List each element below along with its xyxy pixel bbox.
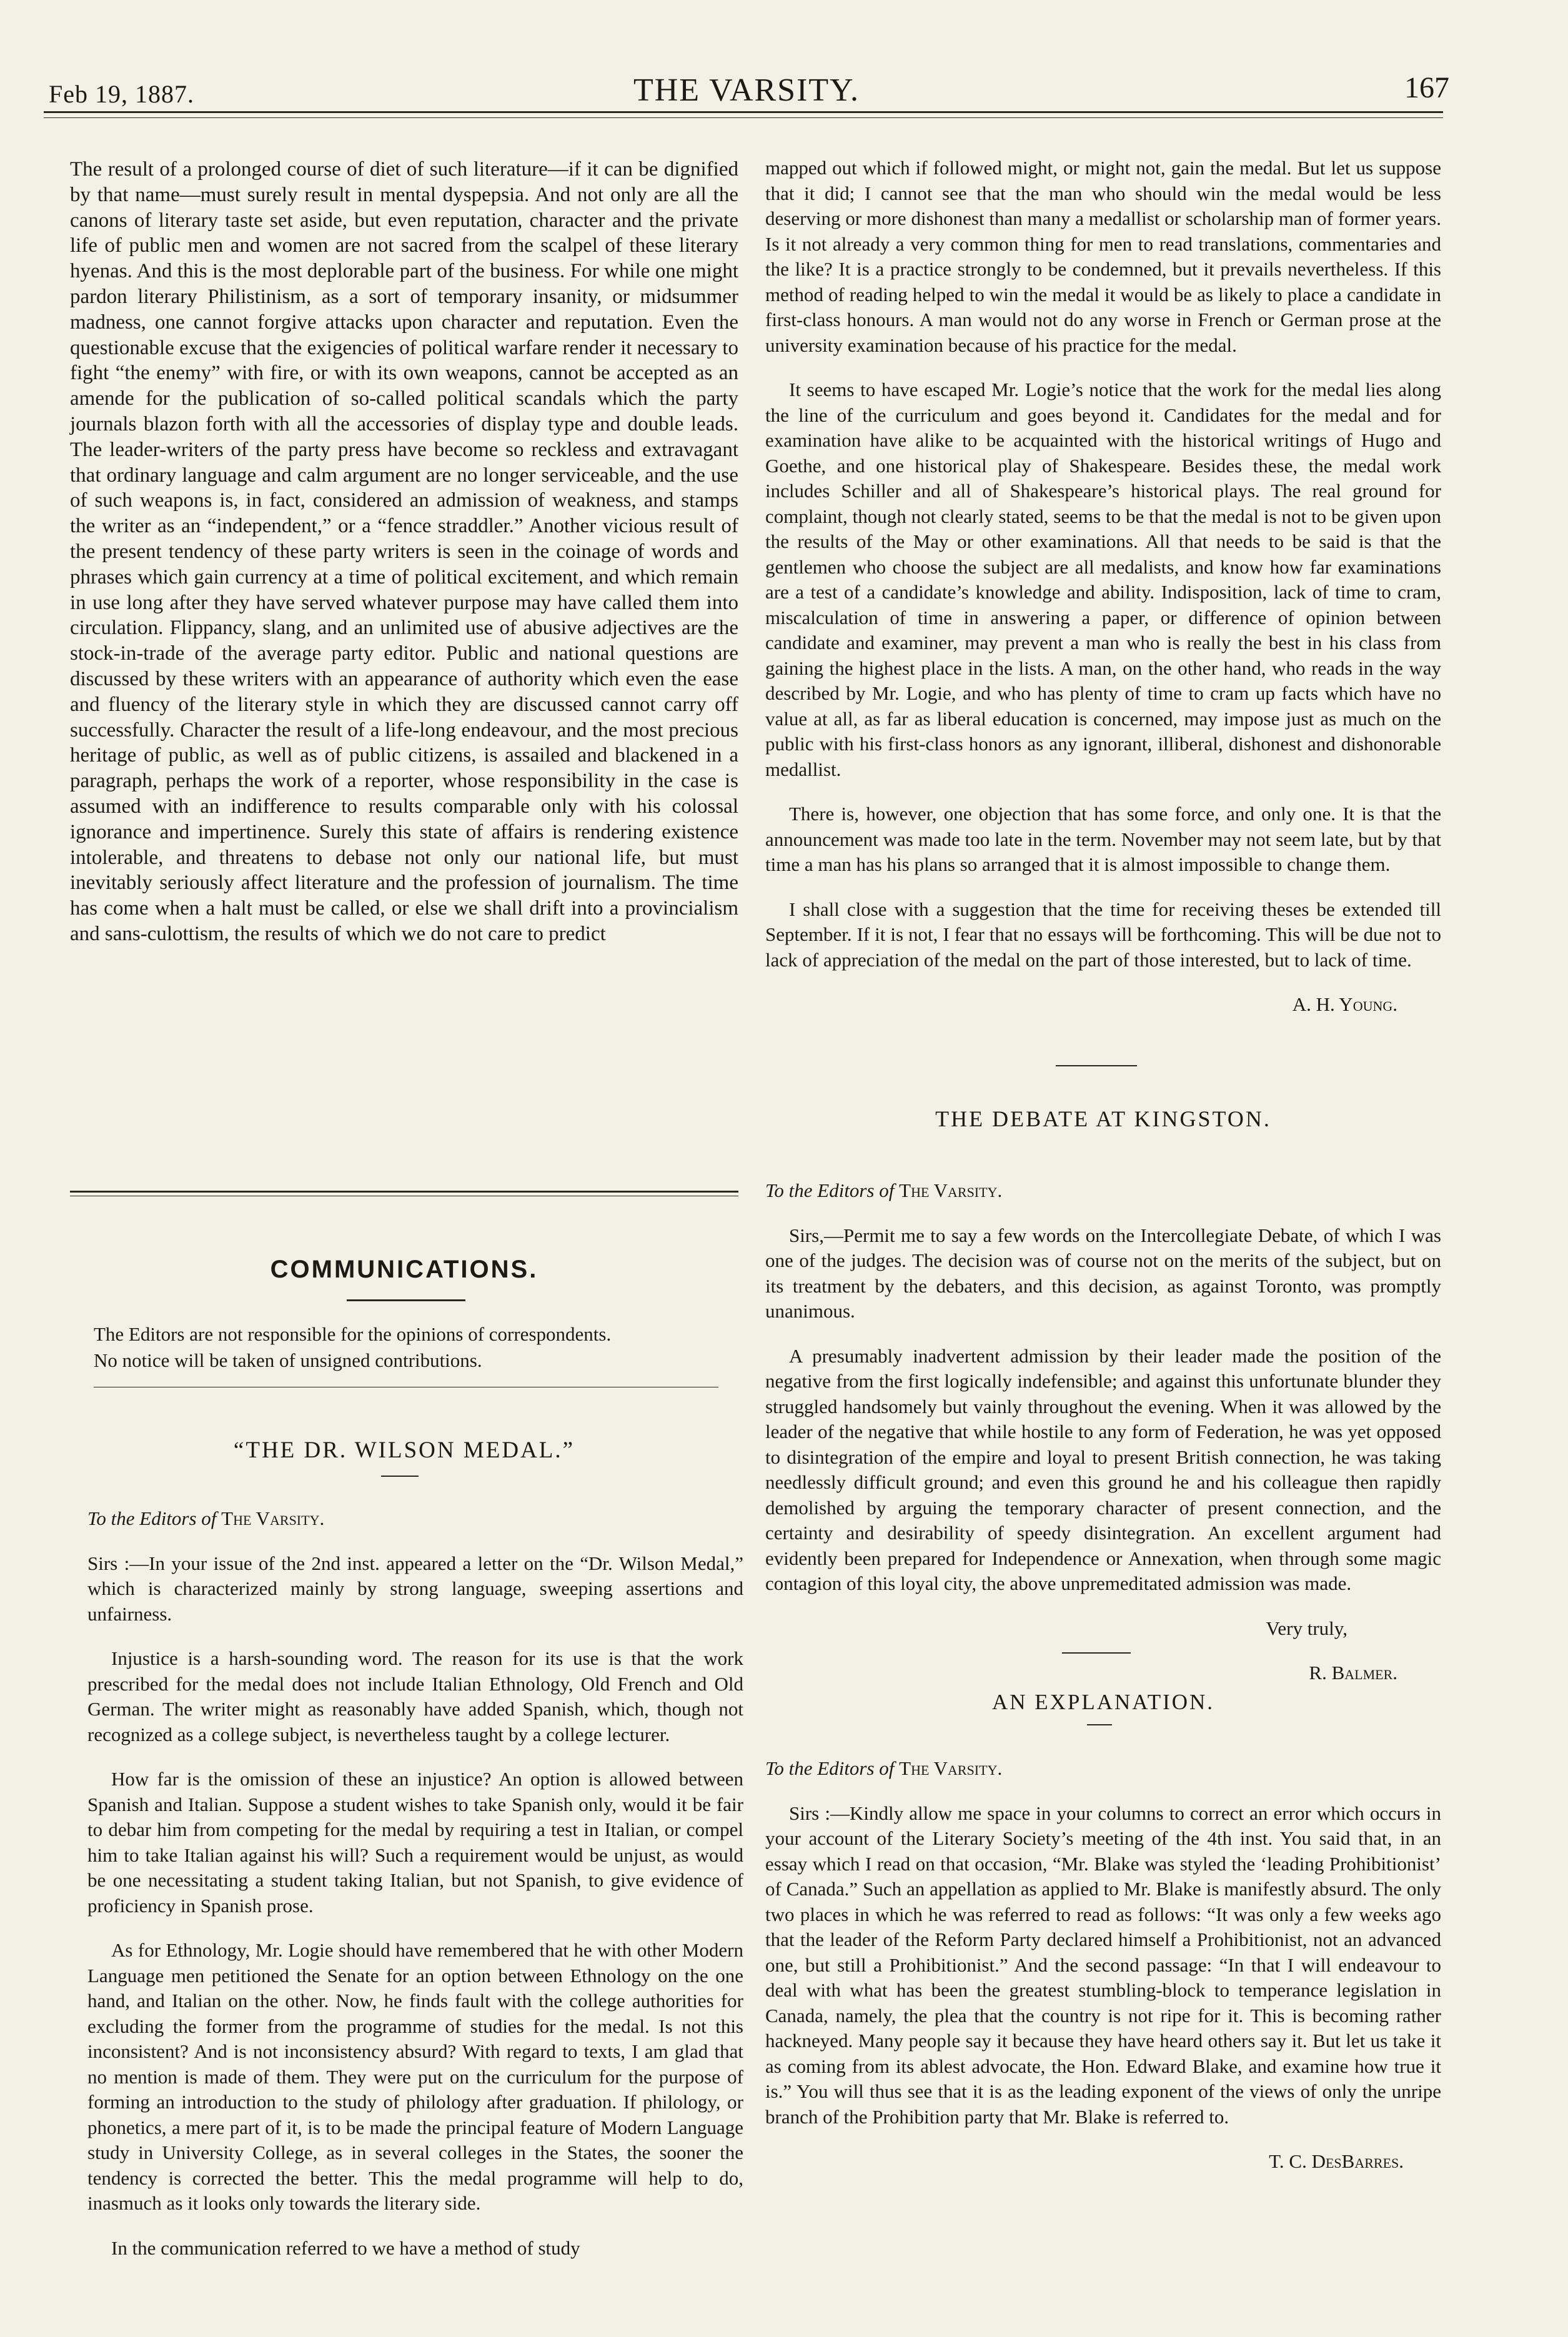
notice-line: No notice will be taken of unsigned contributions. — [94, 1349, 482, 1371]
letter-paragraph: A presumably inadvertent admission by their leader made the position of the negative from the first logically indefensible; and against this unfortunate blunder they struggled handsomely but vainly throughout the evening. When it was allowed by the leader of the negative that while hostile to any form of Federation, he was yet opposed to disintegration of the empire and loyal to present British connection, he was taking needlessly difficult ground; and even this ground he and his colleague then rapidly demolished by arguing the temporary character of present connection, and the certainty and desirability of speedy disintegration. An excellent argument had evidently been prepared for Independence or Annexation, when through some magic contagion of this loyal city, the above unpremeditated admission was made. — [765, 1344, 1441, 1594]
section-divider — [70, 1191, 738, 1193]
article-divider — [1056, 1065, 1137, 1066]
letter-paragraph: Sirs :—In your issue of the 2nd inst. appeared a letter on the “Dr. Wilson Medal,” which is characterized mainly by strong language, sweeping assertions and unfairness. — [87, 1552, 743, 1625]
page-header — [44, 66, 1449, 122]
salutation-text: To the Editors of — [765, 1757, 895, 1779]
letter-paragraph: How far is the omission of these an injustice? An option is allowed between Spanish and Italian. Suppose a student wishes to take Spanish only, would it be fair to debar him from competing for the medal by requiring a test in Italian, or compel him to take Italian against his will? Such a requirement would be unjust, as would be one necessitating a student taking Italian, but not Spanish, to give evidence of proficiency in Spanish prose. — [87, 1768, 743, 1917]
page-number: 167 — [1404, 71, 1449, 104]
letter-paragraph: I shall close with a suggestion that the time for receiving theses be extended till September. If it is not, I fear that no essays will be forthcoming. This will be due not to lack of appreciation of the medal on the part of those interested, but to lack of time. — [765, 898, 1441, 971]
explanation-heading: AN EXPLANATION. — [991, 1690, 1215, 1714]
editors-notice — [94, 1321, 718, 1374]
letter-paragraph: It seems to have escaped Mr. Logie’s notice that the work for the medal lies along the line of the curriculum and goes beyond it. Candidates for the medal and for examination have alike to be acquainted with the historical writings of Hugo and Goethe, and one historical play of Shakespeare. Besides these, the medal work includes Schiller and all of Shakespeare’s historical plays. The real ground for complaint, though not clearly stated, seems to be that the medal is not to be given upon the results of the May or other examinations. All that needs to be said is that the gentlemen who choose the subject are all medalists, and know how far examinations are a test of a candidate’s knowledge and ability. Indisposition, lack of time to cram, miscalculation of time in answering a paper, or difference of opinion between candidate and examiner, may prevent a man who is really the best in his class from gaining the highest place in the lists. A man, on the other hand, who reads in the way described by Mr. Logie, and who has plenty of time to cram up facts which have no value at all, as far as liberal education is concerned, may impose just as much on the public with his first-class honors as any ignorant, illiberal, dishonest and dishonorable medallist. — [765, 379, 1441, 780]
letter-salutation — [765, 1178, 1441, 1204]
explanation-letter — [765, 1737, 1441, 2194]
masthead-title: THE VARSITY. — [633, 72, 860, 108]
issue-date: Feb 19, 1887. — [49, 80, 194, 108]
article-paragraph: The result of a prolonged course of diet of such literature—if it can be dignified by that name—must surely result in mental dyspepsia. And not only are all the canons of literary taste set aside, but even reputation, character and the private life of public men and women are not sacred from the scalpel of these literary hyenas. And this is the most deplorable part of the business. For while one might pardon literary Philistinism, as a sort of temporary insanity, or midsummer madness, one cannot forgive attacks upon character and reputation. Even the questionable excuse that the exigencies of political warfare render it necessary to fight “the enemy” with fire, or with its own weapons, cannot be accepted as an amende for the publication of so-called political scandals which the party journals blazon forth with all the accessories of display type and double leads. The leader-writers of the party press have become so reckless and extravagant that ordinary language and calm argument are no longer serviceable, and the use of such weapons is, in fact, considered an admission of weakness, and stamps the writer as an “independent,” or a “fence straddler.” Another vicious result of the present tendency of these party writers is seen in the coinage of words and phrases which gain currency at a time of political excitement, and which remain in use long after they have served whatever purpose may have called them into circulation. Flippancy, slang, and an unlimited use of abusive adjectives are the stock-in-trade of the average party editor. Public and national questions are discussed by these writers with an appearance of authority which even the ease and fluency of the literary style in which they are discussed cannot carry off successfully. Character the result of a life-long endeavour, and the most precious heritage of public, as well as of public citizens, is assailed and blackened in a paragraph, perhaps the work of a reporter, whose responsibility in the case is assumed with an indifference to results comparable only with his colossal ignorance and impertinence. Surely this state of affairs is rendering existence intolerable, and threatens to debase not only our national life, but must inevitably seriously affect literature and the profession of journalism. The time has come when a halt must be called, or else we shall drift into a provincialism and sans-culottism, the results of which we do not care to predict — [70, 158, 738, 945]
notice-line: The Editors are not responsible for the opinions of correspondents. — [94, 1323, 612, 1345]
letter-paragraph: Injustice is a harsh-sounding word. The reason for its use is that the work prescribed for the medal does not include Italian Ethnology, Old French and Old German. The writer might as reasonably have added Spanish, which, though not recognized as a college subject, is nevertheless taught by a college lecturer. — [87, 1647, 743, 1745]
letter-closing: Very truly, — [1266, 1617, 1347, 1639]
letter-paragraph: In the communication referred to we have a method of study — [111, 2236, 580, 2259]
wilson-medal-heading: “THE DR. WILSON MEDAL.” — [233, 1437, 575, 1463]
debate-heading: THE DEBATE AT KINGSTON. — [935, 1106, 1271, 1131]
salutation-paper: The Varsity. — [221, 1507, 325, 1529]
heading-underline — [1087, 1724, 1112, 1725]
letter-salutation — [87, 1506, 743, 1532]
salutation-text: To the Editors of — [87, 1507, 217, 1529]
heading-underline — [381, 1476, 419, 1477]
letter-paragraph: Sirs,—Permit me to say a few words on the Intercollegiate Debate, of which I was one of the judges. The decision was of course not on the merits of the subject, but on its treatment by the debaters, and this decision, as against Toronto, was promptly unanimous. — [765, 1224, 1441, 1322]
salutation-paper: The Varsity. — [899, 1179, 1003, 1201]
signature-balmer: R. Balmer. — [1309, 1662, 1397, 1684]
letter-paragraph: As for Ethnology, Mr. Logie should have remembered that he with other Modern Language men petitioned the Senate for an option between Ethnology on the one hand, and Italian on the other. Now, he finds fault with the college authorities for excluding the former from the programme of studies for the medal. Is not this inconsistent? And is not inconsistency absurd? With regard to texts, I am glad that no mention is made of them. They were put on the curriculum for the purpose of forming an introduction to the study of philology after graduation. If philology, or phonetics, a mere part of it, is to be made the principal feature of Modern Language study in University College, as in several colleges in the States, the sooner the tendency is corrected the better. This the medal programme will help to do, inasmuch as it looks only towards the literary side. — [87, 1939, 743, 2214]
wilson-medal-letter — [87, 1487, 743, 2280]
letter-paragraph: Sirs :—Kindly allow me space in your columns to correct an error which occurs in your account of the Literary Society’s meeting of the 4th inst. You said that, in an essay which I read on that occasion, “Mr. Blake was styled the ‘leading Prohibitionist’ of Canada.” Such an appellation as applied to Mr. Blake is manifestly absurd. The only two places in which he was referred to read as follows: “It was only a few weeks ago that the leader of the Reform Party declared himself a Prohibitionist, not an advanced one, but still a Prohibitionist.” And the second passage: “In that I will endeavour to deal with what has been the greatest stumbling-block to temperance legislation in Canada, namely, the plea that the country is not ripe for it. This is becoming rather hackneyed. Many people say it because they have heard others say it. But let us take it as coming from its ablest advocate, the Hon. Edward Blake, and examine how true it is.” You will thus see that it is as the leading exponent of the views of only the unripe branch of the Prohibition party that Mr. Blake is referred to. — [765, 1802, 1441, 2128]
letter-salutation — [765, 1756, 1441, 1782]
signature-young: A. H. Young. — [1292, 993, 1397, 1015]
letter-paragraph: There is, however, one objection that has some force, and only one. It is that the announcement was made too late in the term. November may not seem late, but by that time a man has his plans so arranged that it is almost impossible to change them. — [765, 803, 1441, 875]
article-continuation — [70, 136, 738, 968]
article-divider — [1062, 1652, 1131, 1654]
salutation-text: To the Editors of — [765, 1179, 895, 1201]
salutation-paper: The Varsity. — [899, 1757, 1003, 1779]
wilson-medal-continuation — [765, 136, 1441, 1037]
header-rule — [44, 111, 1443, 113]
communications-heading: COMMUNICATIONS. — [270, 1256, 538, 1283]
debate-letter — [765, 1159, 1441, 1705]
signature-desbarres: T. C. DesBarres. — [1269, 2150, 1404, 2172]
letter-paragraph: mapped out which if followed might, or might not, gain the medal. But let us suppose that it did; I cannot see that the man who should win the medal would be less deserving or more dishonest than many a medallist or scholarship man of former years. Is it not already a very common thing for men to read translations, commentaries and the like? It is a practice strongly to be condemned, but it prevails nevertheless. If this method of reading helped to win the medal it would be as likely to place a candidate in first-class honours. A man would not do any worse in French or German prose at the university examination because of his practice for the medal. — [765, 157, 1441, 356]
heading-underline — [347, 1299, 465, 1301]
header-rule-thin — [44, 117, 1443, 118]
